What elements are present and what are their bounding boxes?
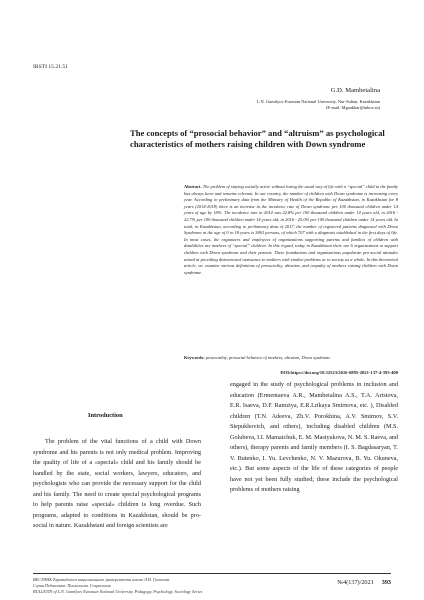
journal-name-en: BULLETIN of L.N. Gumilyov Eurasian National University. Pedagogy. Psychology. Sociology Series: [33, 589, 203, 595]
doi-link[interactable]: DOI:https://doi.org/10.32523/2616-6895-2021-137-4-393-400: [280, 370, 398, 375]
body-column-left: [33, 437, 201, 532]
article-title: The concepts of “prosocial behavior” and “altruism” as psychological characteristics of mothers raising children with Down syndrome: [130, 128, 385, 149]
author-name: G.D. Mambetalina: [330, 87, 380, 94]
author-affiliation: [257, 99, 380, 111]
section-heading-introduction: Introduction: [88, 412, 123, 419]
abstract: [184, 184, 398, 276]
issue-and-page: [337, 579, 391, 586]
keywords: [184, 355, 398, 361]
keywords-text: prosociality, prosocial behavior of mothers, altruism, Down syndrome: [205, 355, 331, 360]
irsti-code: IRSTI 15.21.51: [33, 64, 68, 70]
journal-footer: [33, 577, 202, 596]
footer-divider: [33, 573, 391, 574]
keywords-label: Keywords:: [184, 355, 205, 360]
journal-series-ru: Серия Педагогика. Психология. Социология: [33, 583, 111, 589]
paragraph: engaged in the study of psychological problems in inclusion and education (Ermentaeva A.R., Mambetalina A.S., T.A. Aristova, E.R. Isaeva, D.F. Ramziya, E.R.Lrikaya Smirnova, etc. ), Disabled children (T.N. Adeeva, Zh.V. Porokhina, A.V. Smirnov, S.V. Stepukhovich, and others), including disabled children (M.S. Golubeva, I.I. Mamaichuk, E. M. Mastyukova, N. M. S. Raeva, and others), therapy parents and family members (I. S. Bagdasaryan, T. V. Butenko, I. Yu. Levchenko, N. V. Mazurova, B. Yu. Okuneva, etc.). But some aspects of the life of these categories of people have not yet been fully studied; these include the psychological problems of mothers raising: [230, 381, 398, 493]
abstract-text: The problem of staying socially active without losing the usual way of life with a “special” child in the family has always been and remains relevant. In our country, the number of children with Down syndrome is increasing every year. According to preliminary data from the Ministry of Health of the Republic of Kazakhstan, in Kazakhstan for 8 years (2014-2018) there is an increase in the incidence rate of Down syndrome per 100 thousand children under 14 years of age by 18%. The incidence rate in 2014 was 22.8% per 100 thousand children under 14 years old, in 2016 - 22.7% per 100 thousand children under 14 years old, in 2016 - 25.0% per 100 thousand children under 14 years old. In total, in Kazakhstan, according to preliminary data of 2017, the number of registered patients diagnosed with Down Syndrome at the age of 0 to 18 years is 3863 persons, of which 707 with a diagnosis established in the first days of life. In most cases, the organizers and employees of organizations supporting parents and families of children with disabilities are mothers of “special” children. In this regard, today in Kazakhstan there are 6 organizations to support children with Down syndrome and their parents. These foundations and organizations popularize pro-social attitudes aimed at providing disinterested assistance to mothers with similar problems or to society as a whole. In this theoretical article, we examine various definitions of prosociality, altruism, and empathy of mothers raising children with Down syndrome.: [184, 184, 398, 275]
abstract-label: Abstract.: [184, 184, 202, 189]
affiliation-line: L.N. Gumilyov Eurasian National University, Nur-Sultan, Kazakhstan: [256, 99, 380, 104]
body-column-right: [230, 380, 398, 496]
paragraph: The problem of the vital functions of a child with Down syndrome and his parents is not only medical problem. Improving the quality of life of a «special» child and his family should be handled by the state, social workers, lawyers, educators, and psychologists who can provide the necessary support for the child and his family. The need to create special psychological programs to help parents raise «special» children is long overdue. Such programs, adapted to conditions in Kazakhstan, should be pro-social in nature. Kazakhstani and foreign scientists are: [33, 438, 201, 529]
author-email: (E-mail: Mgaukhar@inbox.ru): [325, 105, 380, 111]
page-number: 393: [381, 579, 391, 586]
issue-number: №4(137)/2021: [337, 579, 374, 586]
journal-name-ru: ВЕСТНИК Евразийского национального университета имени Л.Н. Гумилева.: [33, 577, 171, 582]
